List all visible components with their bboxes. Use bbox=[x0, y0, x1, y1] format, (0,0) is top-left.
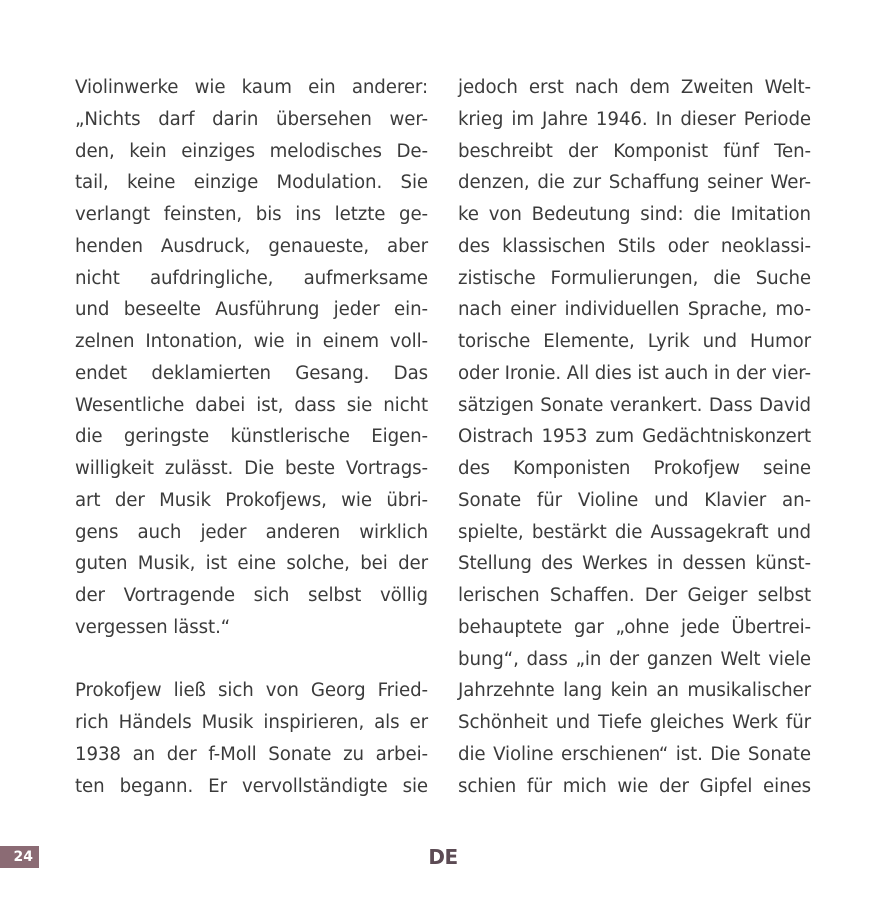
text-line: beschreibt der Komponist fünf Ten- bbox=[458, 140, 811, 162]
left-column bbox=[75, 72, 428, 802]
text-line: endet deklamierten Gesang. Das bbox=[75, 362, 428, 384]
text-line: guten Musik, ist eine solche, bei der bbox=[75, 553, 428, 575]
text-line: die Violine erschienen“ ist. Die Sonate bbox=[458, 743, 811, 765]
text-line: zistische Formulierungen, die Suche bbox=[458, 267, 811, 289]
text-line: krieg im Jahre 1946. In dieser Periode bbox=[458, 108, 811, 130]
text-line: Sonate für Violine und Klavier an- bbox=[458, 489, 811, 511]
text-line: Jahrzehnte lang kein an musikalischer bbox=[458, 680, 811, 702]
text-line: willigkeit zulässt. Die beste Vortrags- bbox=[75, 458, 428, 479]
text-line: denzen, die zur Schaffung seiner Wer- bbox=[458, 172, 811, 194]
text-line: des klassischen Stils oder neoklassi- bbox=[458, 235, 811, 257]
text-line: behauptete gar „ohne jede Übertrei- bbox=[458, 616, 811, 638]
text-line: die geringste künstlerische Eigen- bbox=[75, 426, 428, 448]
text-line: spielte, bestärkt die Aussagekraft und bbox=[458, 521, 811, 543]
text-line: bung“, dass „in der ganzen Welt viele bbox=[458, 648, 811, 670]
text-line: schien für mich wie der Gipfel eines bbox=[458, 775, 811, 797]
paragraph-1 bbox=[75, 72, 428, 644]
text-line: ten begann. Er vervollständigte sie bbox=[75, 775, 428, 797]
paragraph-2 bbox=[75, 675, 428, 802]
paragraph-gap bbox=[75, 644, 428, 676]
text-line: henden Ausdruck, genaueste, aber bbox=[75, 235, 428, 257]
text-line: nicht aufdringliche, aufmerksame bbox=[75, 267, 428, 289]
language-label: DE bbox=[428, 845, 458, 869]
text-line: lerischen Schaffen. Der Geiger selbst bbox=[458, 585, 811, 606]
text-line: zelnen Intonation, wie in einem voll- bbox=[75, 331, 428, 352]
text-line: nach einer individuellen Sprache, mo- bbox=[458, 299, 811, 321]
text-line: tail, keine einzige Modulation. Sie bbox=[75, 172, 428, 194]
text-line: oder Ironie. All dies ist auch in der vier- bbox=[458, 362, 811, 384]
text-line: Prokofjew ließ sich von Georg Fried- bbox=[75, 680, 428, 702]
text-line: rich Händels Musik inspirieren, als er bbox=[75, 712, 428, 733]
text-line: ke von Bedeutung sind: die Imitation bbox=[458, 204, 811, 225]
text-line: und beseelte Ausführung jeder ein- bbox=[75, 299, 428, 321]
text-line: 1938 an der f-Moll Sonate zu arbei- bbox=[75, 743, 428, 765]
text-line: verlangt feinsten, bis ins letzte ge- bbox=[75, 204, 428, 225]
text-line: torische Elemente, Lyrik und Humor bbox=[458, 331, 811, 352]
text-line: sätzigen Sonate verankert. Dass David bbox=[458, 394, 811, 416]
text-line: der Vortragende sich selbst völlig bbox=[75, 585, 428, 606]
text-line: „Nichts darf darin übersehen wer- bbox=[75, 108, 428, 130]
text-line: Schönheit und Tiefe gleiches Werk für bbox=[458, 712, 811, 733]
page-number: 24 bbox=[0, 846, 39, 868]
text-line: Stellung des Werkes in dessen künst- bbox=[458, 553, 811, 575]
text-line: Oistrach 1953 zum Gedächtniskonzert bbox=[458, 426, 811, 448]
text-line: Wesentliche dabei ist, dass sie nicht bbox=[75, 394, 428, 416]
text-line: den, kein einziges melodisches De- bbox=[75, 140, 428, 162]
right-column bbox=[458, 72, 811, 802]
text-line: Violinwerke wie kaum ein anderer: bbox=[75, 77, 428, 98]
text-line: jedoch erst nach dem Zweiten Welt- bbox=[458, 77, 811, 98]
text-line: art der Musik Prokofjews, wie übri- bbox=[75, 489, 428, 511]
text-line: des Komponisten Prokofjew seine bbox=[458, 458, 811, 479]
text-line: vergessen lässt.“ bbox=[75, 616, 231, 638]
text-line: gens auch jeder anderen wirklich bbox=[75, 521, 428, 543]
